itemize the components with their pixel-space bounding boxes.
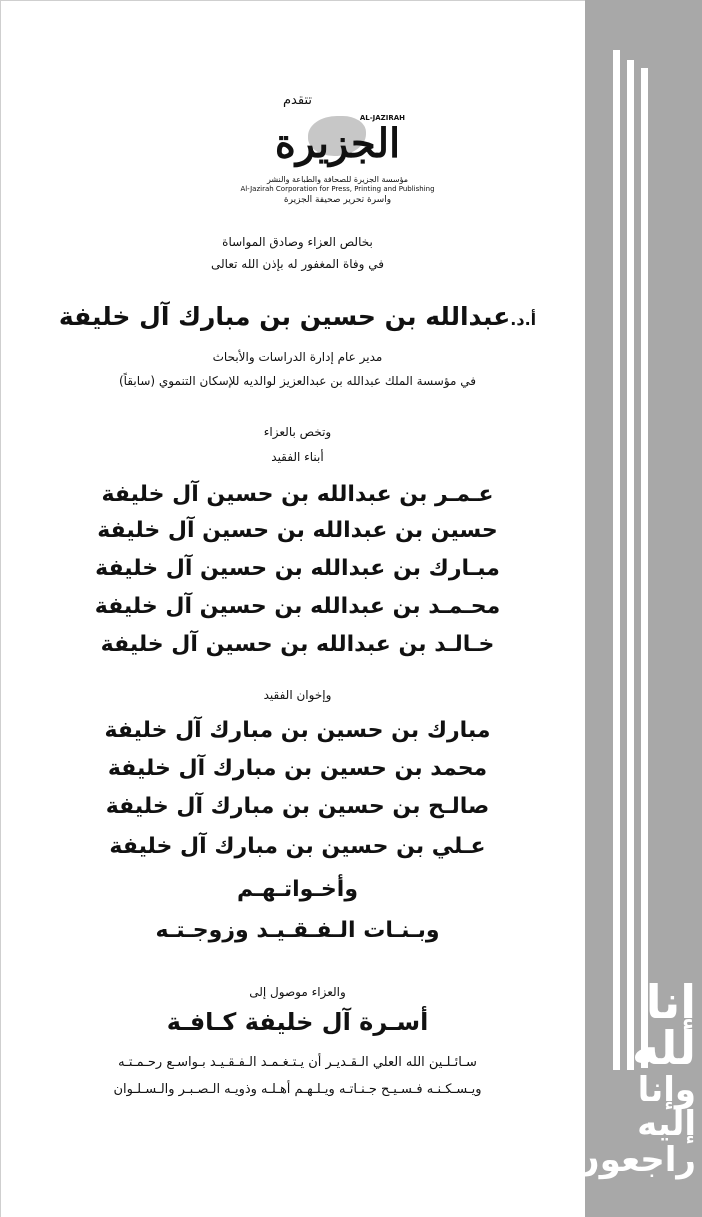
frame-left — [0, 0, 1, 1217]
sidebar-verse-line3: راجعون — [570, 1140, 696, 1180]
al-jazirah-logo — [230, 112, 445, 217]
logo-wordmark: الجزيرة — [274, 120, 401, 167]
brother-name: مبارك بن حسين بن مبارك آل خليفة — [104, 718, 491, 743]
daughters-wife-line: وبـنـات الـفـقـيـد وزوجـتـه — [155, 918, 440, 943]
son-name: عـمـر بن عبدالله بن حسين آل خليفة — [101, 482, 494, 507]
logo-latin: AL-JAZIRAH — [359, 114, 405, 122]
logo-sub-arabic: مؤسسة الجزيرة للصحافة والطباعة والنشر — [266, 175, 408, 184]
decorative-bar — [627, 60, 634, 1070]
announcement-body — [20, 0, 575, 1217]
deceased-position-1: مدير عام إدارة الدراسات والأبحاث — [212, 350, 383, 364]
deceased-position-2: في مؤسسة الملك عبدالله بن عبدالعزيز لوالديه للإسكان التنموي (سابقاً) — [118, 374, 477, 388]
extended-heading: والعزاء موصول إلى — [249, 985, 346, 999]
logo-sub-english: Al-Jazirah Corporation for Press, Printing and Publishing — [240, 185, 435, 193]
son-name: خـالـد بن عبدالله بن حسين آل خليفة — [100, 632, 495, 657]
sidebar-verse-line1: إنا لله — [632, 975, 696, 1075]
logo-staff: واسرة تحرير صحيفة الجزيرة — [283, 195, 392, 205]
condolence-sidebar — [570, 0, 702, 1217]
son-name: حسين بن عبدالله بن حسين آل خليفة — [97, 518, 498, 543]
sidebar-verse-line2: وإنا إليه — [637, 1070, 696, 1144]
deceased-full-name: عبدالله بن حسين بن مبارك آل خليفة — [58, 302, 511, 331]
condolence-line-1: بخالص العزاء وصادق المواساة — [222, 235, 373, 249]
deceased-prefix: أ.د. — [510, 310, 537, 329]
specifically-heading: وتخص بالعزاء — [263, 425, 332, 439]
decorative-bar — [613, 50, 620, 1070]
brother-name: عـلي بن حسين بن مبارك آل خليفة — [109, 834, 486, 859]
prayer-line-2: ويـسـكـنـه فـسـيـح جـنـاتـه ويـلـهـم أهـلـه وذويـه الـصـبـر والـسـلـوان — [113, 1082, 482, 1097]
decorative-alef-bars — [605, 50, 685, 1050]
sons-heading: أبناء الفقيد — [271, 450, 324, 464]
extended-family-name: أسـرة آل خليفة كـافـة — [166, 1008, 429, 1036]
son-name: محـمـد بن عبدالله بن حسين آل خليفة — [94, 594, 501, 619]
condolence-line-2: في وفاة المغفور له بإذن الله تعالى — [211, 257, 384, 271]
decorative-bar — [641, 68, 648, 1068]
son-name: مبـارك بن عبدالله بن حسين آل خليفة — [95, 556, 500, 581]
brother-name: محمد بن حسين بن مبارك آل خليفة — [107, 756, 488, 781]
sisters-line: وأخـواتـهـم — [237, 877, 358, 902]
brothers-heading: وإخوان الفقيد — [263, 688, 332, 702]
prayer-line-1: سـائـلـين الله العلي الـقـديـر أن يـتـغـمـد الـفـقـيـد بـواسـع رحـمـتـه — [118, 1055, 477, 1070]
brother-name: صالـح بن حسين بن مبارك آل خليفة — [105, 794, 490, 819]
sidebar-verse — [570, 975, 696, 1180]
presents-text: تتقدم — [283, 93, 312, 108]
deceased-name — [20, 302, 575, 331]
